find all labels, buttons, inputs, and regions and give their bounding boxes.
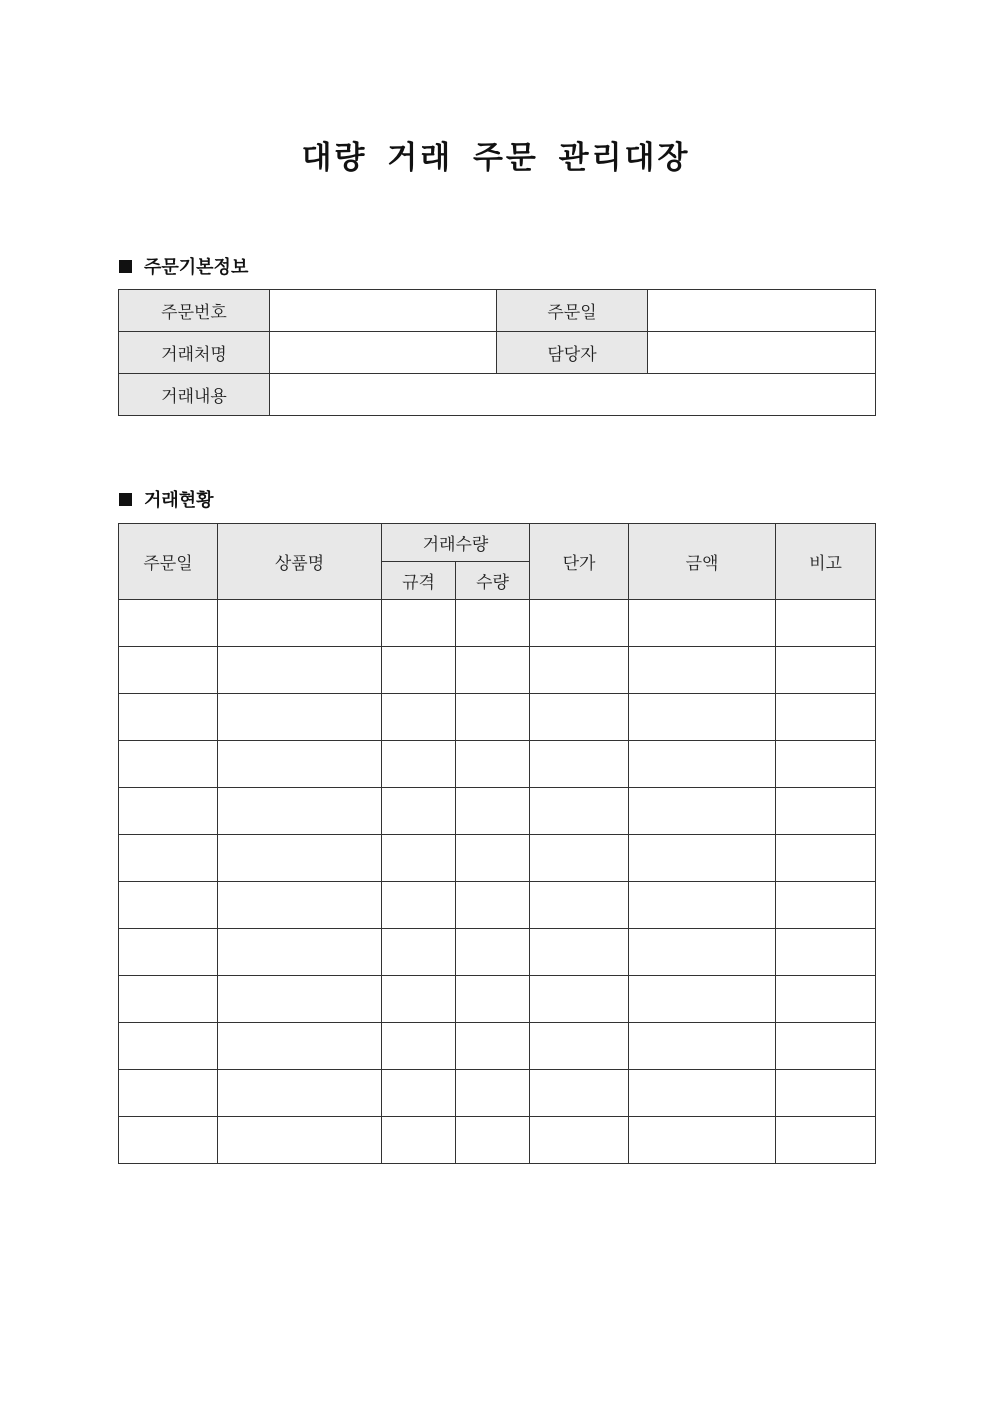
section-heading-label: 주문기본정보 [144,257,249,278]
field-details[interactable] [270,374,876,416]
trade-table-body [119,600,876,1164]
cell-remarks[interactable] [776,788,876,835]
cell-unit-price[interactable] [530,1023,629,1070]
cell-unit-price[interactable] [530,600,629,647]
column-header-amount: 금액 [629,524,776,600]
table-row [119,741,876,788]
cell-remarks[interactable] [776,1023,876,1070]
cell-spec[interactable] [382,694,456,741]
cell-spec[interactable] [382,788,456,835]
cell-unit-price[interactable] [530,741,629,788]
cell-unit-price[interactable] [530,882,629,929]
column-header-unit-price: 단가 [530,524,629,600]
cell-order-date[interactable] [119,788,218,835]
cell-product-name[interactable] [218,1070,382,1117]
cell-amount[interactable] [629,929,776,976]
cell-quantity[interactable] [456,835,530,882]
header-row [119,524,876,562]
table-row [119,600,876,647]
field-client-name[interactable] [270,332,497,374]
cell-amount[interactable] [629,741,776,788]
cell-order-date[interactable] [119,741,218,788]
label-order-date: 주문일 [497,290,648,332]
cell-quantity[interactable] [456,1023,530,1070]
cell-product-name[interactable] [218,976,382,1023]
section-heading-label: 거래현황 [144,490,214,511]
field-order-date[interactable] [648,290,876,332]
table-row [119,694,876,741]
cell-quantity[interactable] [456,929,530,976]
cell-order-date[interactable] [119,882,218,929]
cell-remarks[interactable] [776,976,876,1023]
cell-quantity[interactable] [456,1070,530,1117]
column-header-order-date: 주문일 [119,524,218,600]
cell-product-name[interactable] [218,741,382,788]
cell-unit-price[interactable] [530,788,629,835]
table-row [119,882,876,929]
cell-amount[interactable] [629,1117,776,1164]
field-manager[interactable] [648,332,876,374]
cell-product-name[interactable] [218,929,382,976]
cell-remarks[interactable] [776,929,876,976]
cell-product-name[interactable] [218,694,382,741]
cell-unit-price[interactable] [530,835,629,882]
cell-amount[interactable] [629,788,776,835]
section-heading-trade-status [119,486,214,512]
cell-spec[interactable] [382,929,456,976]
basic-info-table [118,289,876,416]
square-bullet-icon [119,260,132,273]
cell-remarks[interactable] [776,694,876,741]
cell-remarks[interactable] [776,1117,876,1164]
cell-unit-price[interactable] [530,694,629,741]
label-details: 거래내용 [119,374,270,416]
table-row [119,976,876,1023]
table-row [119,1070,876,1117]
cell-order-date[interactable] [119,976,218,1023]
cell-quantity[interactable] [456,694,530,741]
cell-product-name[interactable] [218,835,382,882]
cell-order-date[interactable] [119,600,218,647]
section-heading-basic-info [119,253,248,279]
trade-status-table [118,523,876,1164]
cell-remarks[interactable] [776,600,876,647]
column-header-product-name: 상품명 [218,524,382,600]
cell-quantity[interactable] [456,976,530,1023]
column-header-trade-quantity: 거래수량 [382,524,530,562]
table-row [119,1023,876,1070]
info-row-client [119,332,876,374]
cell-remarks[interactable] [776,882,876,929]
cell-amount[interactable] [629,600,776,647]
column-header-quantity: 수량 [456,562,530,600]
label-client-name: 거래처명 [119,332,270,374]
field-order-number[interactable] [270,290,497,332]
cell-product-name[interactable] [218,788,382,835]
cell-spec[interactable] [382,1023,456,1070]
cell-order-date[interactable] [119,647,218,694]
cell-unit-price[interactable] [530,976,629,1023]
cell-amount[interactable] [629,1070,776,1117]
cell-spec[interactable] [382,1117,456,1164]
cell-spec[interactable] [382,647,456,694]
cell-remarks[interactable] [776,741,876,788]
column-header-remarks: 비고 [776,524,876,600]
cell-quantity[interactable] [456,647,530,694]
cell-spec[interactable] [382,882,456,929]
cell-amount[interactable] [629,976,776,1023]
label-manager: 담당자 [497,332,648,374]
cell-unit-price[interactable] [530,1117,629,1164]
cell-amount[interactable] [629,1023,776,1070]
table-row [119,1117,876,1164]
cell-amount[interactable] [629,882,776,929]
cell-remarks[interactable] [776,647,876,694]
cell-order-date[interactable] [119,1023,218,1070]
cell-quantity[interactable] [456,788,530,835]
cell-order-date[interactable] [119,835,218,882]
cell-product-name[interactable] [218,882,382,929]
cell-spec[interactable] [382,1070,456,1117]
cell-spec[interactable] [382,976,456,1023]
cell-spec[interactable] [382,600,456,647]
cell-product-name[interactable] [218,647,382,694]
info-row-details [119,374,876,416]
table-row [119,788,876,835]
cell-amount[interactable] [629,647,776,694]
cell-order-date[interactable] [119,694,218,741]
cell-order-date[interactable] [119,929,218,976]
cell-product-name[interactable] [218,1023,382,1070]
cell-order-date[interactable] [119,1117,218,1164]
table-row [119,647,876,694]
column-header-spec: 규격 [382,562,456,600]
cell-quantity[interactable] [456,882,530,929]
cell-product-name[interactable] [218,1117,382,1164]
info-row-order [119,290,876,332]
square-bullet-icon [119,493,132,506]
cell-quantity[interactable] [456,1117,530,1164]
cell-remarks[interactable] [776,835,876,882]
cell-unit-price[interactable] [530,1070,629,1117]
cell-order-date[interactable] [119,1070,218,1117]
document-title: 대량 거래 주문 관리대장 [301,140,691,176]
cell-unit-price[interactable] [530,929,629,976]
cell-quantity[interactable] [456,600,530,647]
cell-remarks[interactable] [776,1070,876,1117]
cell-amount[interactable] [629,835,776,882]
cell-quantity[interactable] [456,741,530,788]
cell-spec[interactable] [382,741,456,788]
table-row [119,929,876,976]
cell-product-name[interactable] [218,600,382,647]
cell-amount[interactable] [629,694,776,741]
label-order-number: 주문번호 [119,290,270,332]
cell-unit-price[interactable] [530,647,629,694]
table-row [119,835,876,882]
cell-spec[interactable] [382,835,456,882]
